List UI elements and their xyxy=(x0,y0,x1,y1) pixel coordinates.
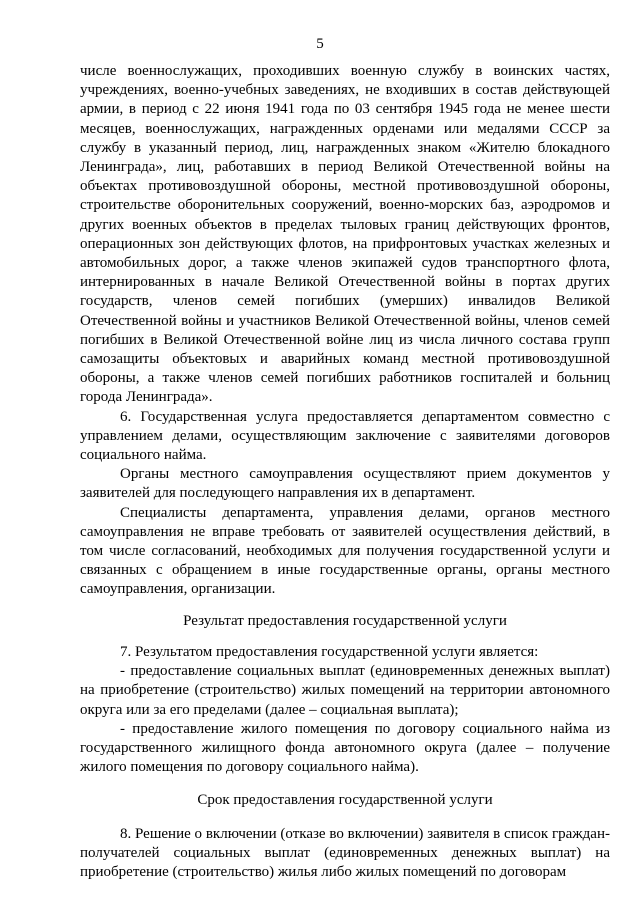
page-number: 5 xyxy=(316,36,324,52)
section-heading-result: Результат предоставления государственной услуги xyxy=(183,612,507,629)
paragraph-specialists: Специалисты департамента, управления делами, органов местного самоуправления не вправе требовать от заявителей осуществления действий, в том числе согласований, необходимых для получения государственной услуги и связанных с обращением в иные государственные органы, органы местного самоуправления, организации. xyxy=(80,504,610,598)
paragraph-item-8: 8. Решение о включении (отказе во включении) заявителя в список граждан-получателей социальных выплат (единовременных денежных выплат) на приобретение (строительство) жилья либо жилых помещений по договорам xyxy=(80,825,610,880)
paragraph-local-authorities: Органы местного самоуправления осуществляют прием документов у заявителей для последующего направления их в департамент. xyxy=(80,466,610,502)
section-heading-term: Срок предоставления государственной услуги xyxy=(197,792,493,809)
document-body xyxy=(80,62,610,882)
paragraph-item-6: 6. Государственная услуга предоставляется департаментом совместно с управлением делами, осуществляющим заключение с заявителями договоров социального найма. xyxy=(80,408,610,464)
paragraph-continuation: числе военнослужащих, проходивших военную службу в воинских частях, учреждениях, военно-учебных заведениях, не входивших в состав действующей армии, в период с 22 июня 1941 года по 03 сентября 1945 года не менее шести месяцев, военнослужащих, награжденных орденами или медалями СССР за службу в указанный период, лиц, награжденных знаком «Жителю блокадного Ленинграда», лиц, работавших в период Великой Отечественной войны на объектах противовоздушной обороны, местной противовоздушной обороны, строительстве оборонительных сооружений, военно-морских баз, аэродромов и других военных объектов в пределах тыловых границ действующих фронтов, операционных зон действующих флотов, на прифронтовых участках железных и автомобильных дорог, а также членов экипажей судов транспортного флота, интернированных в начале Великой Отечественной войны в портах других государств, членов семей погибших (умерших) инвалидов Великой Отечественной войны и участников Великой Отечественной войны, членов семей погибших в Великой Отечественной войне лиц из числа личного состава групп самозащиты объектовых и аварийных команд местной противовоздушной обороны, а также членов семей погибших работников госпиталей и больниц города Ленинграда». xyxy=(80,63,610,406)
paragraph-item-7: 7. Результатом предоставления государственной услуги является: xyxy=(120,643,539,660)
list-item-social-payment: - предоставление социальных выплат (единовременных денежных выплат) на приобретение (строительство) жилых помещений на территории автономного округа или за его пределами (далее – социальная выплата); xyxy=(80,663,610,718)
list-item-housing: - предоставление жилого помещения по договору социального найма из государственного жилищного фонда автономного округа (далее – получение жилого помещения по договору социального найма). xyxy=(80,720,610,776)
